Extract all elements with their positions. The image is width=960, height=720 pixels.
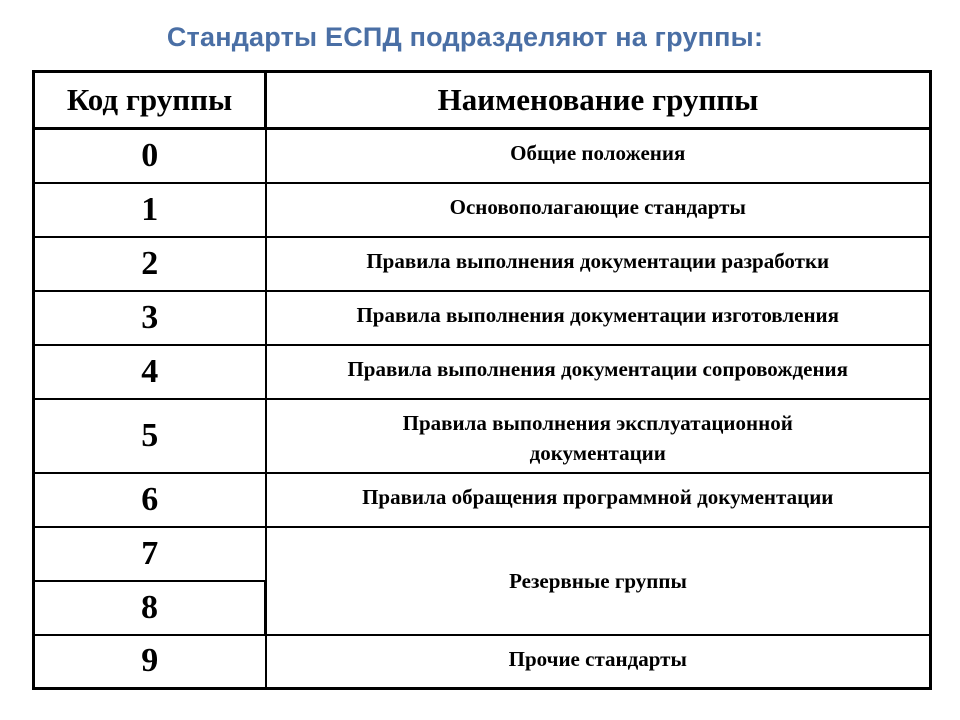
group-name: Резервные группы bbox=[266, 527, 931, 635]
group-name: Правила выполнения документации сопровождения bbox=[266, 345, 931, 399]
group-code: 7 bbox=[34, 527, 266, 581]
table-row bbox=[34, 183, 931, 237]
group-name: Основополагающие стандарты bbox=[266, 183, 931, 237]
header-code: Код группы bbox=[34, 72, 266, 129]
group-name: Правила выполнения документации разработки bbox=[266, 237, 931, 291]
group-name: Правила выполнения документации изготовления bbox=[266, 291, 931, 345]
group-code: 5 bbox=[34, 399, 266, 473]
table-row bbox=[34, 345, 931, 399]
group-name: Прочие стандарты bbox=[266, 635, 931, 689]
table-row bbox=[34, 473, 931, 527]
group-code: 8 bbox=[34, 581, 266, 635]
table-header-row bbox=[34, 72, 931, 129]
espd-groups-table bbox=[32, 70, 932, 690]
group-name: Правила обращения программной документации bbox=[266, 473, 931, 527]
group-code: 1 bbox=[34, 183, 266, 237]
slide-title: Стандарты ЕСПД подразделяют на группы: bbox=[166, 22, 764, 52]
header-name: Наименование группы bbox=[266, 72, 931, 129]
table-row bbox=[34, 635, 931, 689]
group-code: 3 bbox=[34, 291, 266, 345]
group-code: 2 bbox=[34, 237, 266, 291]
table-row bbox=[34, 527, 931, 581]
table-row bbox=[34, 399, 931, 473]
group-code: 4 bbox=[34, 345, 266, 399]
group-name: Правила выполнения эксплуатационной документации bbox=[266, 399, 931, 473]
group-name: Общие положения bbox=[266, 129, 931, 183]
table-row bbox=[34, 129, 931, 183]
group-code: 6 bbox=[34, 473, 266, 527]
group-code: 0 bbox=[34, 129, 266, 183]
group-code: 9 bbox=[34, 635, 266, 689]
table-row bbox=[34, 291, 931, 345]
table-row bbox=[34, 237, 931, 291]
